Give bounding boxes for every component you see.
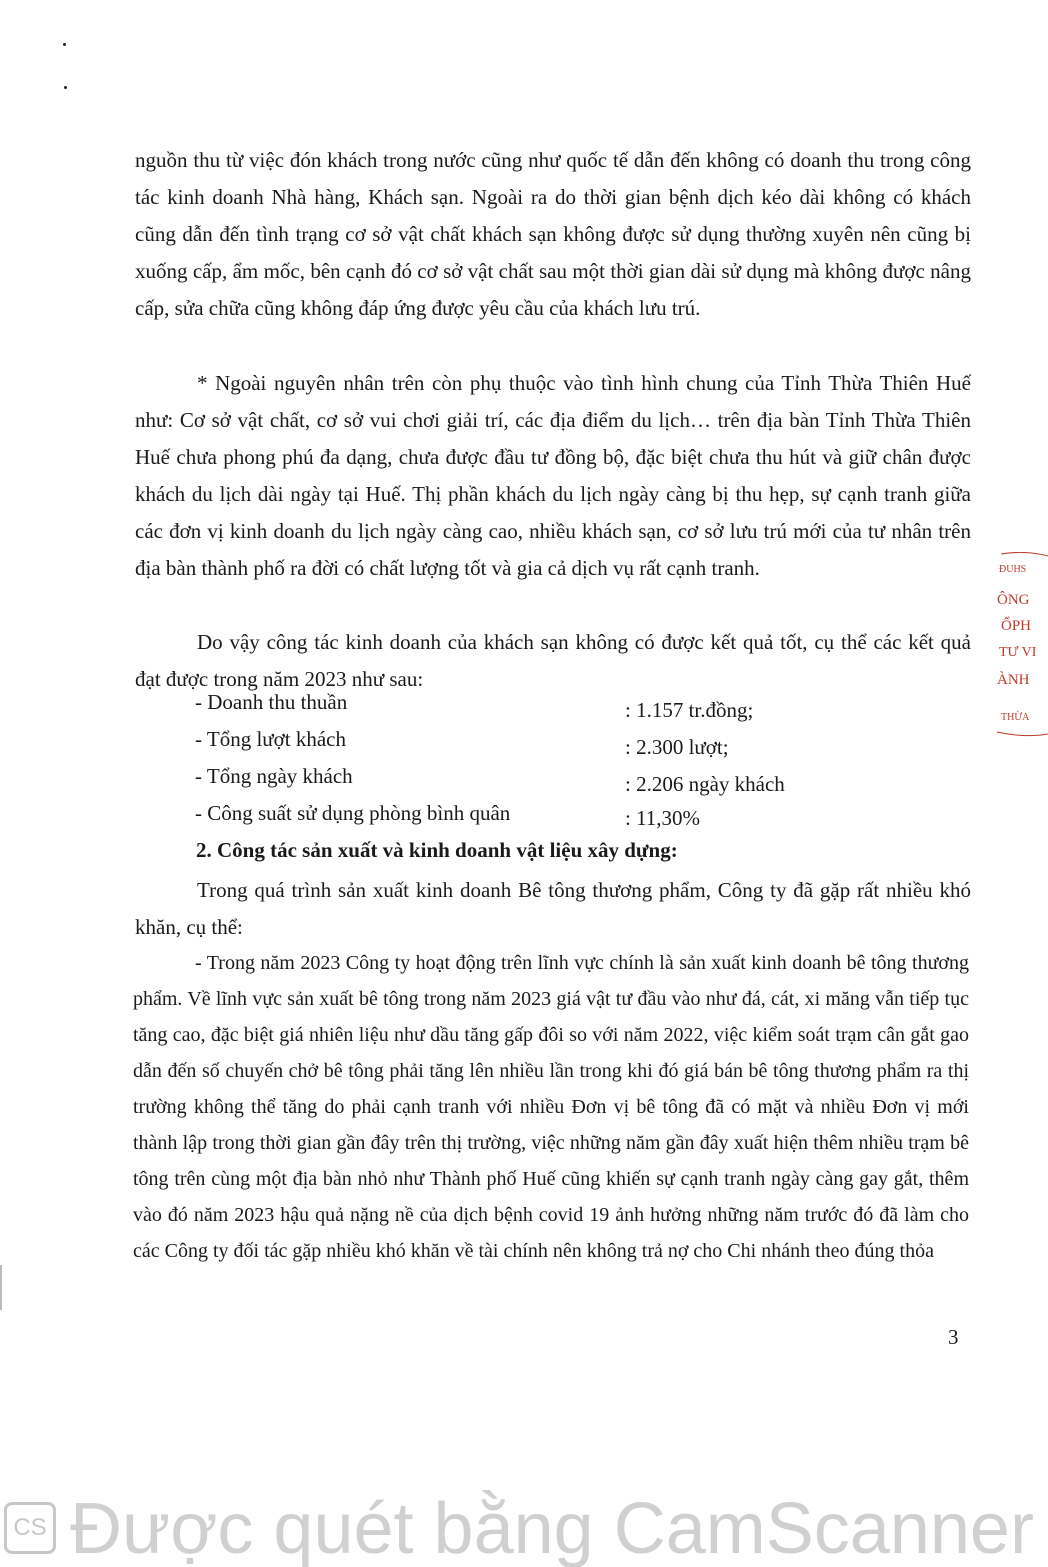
page-number: 3 <box>948 1325 959 1349</box>
scan-edge-mark <box>0 1265 2 1310</box>
section-heading: 2. Công tác sản xuất và kinh doanh vật liệu xây dựng: <box>196 838 678 862</box>
paragraph-results-intro: Do vậy công tác kinh doanh của khách sạn không có được kết quả tốt, cụ thể các kết quả đạt được trong năm 2023 như sau: <box>135 630 971 691</box>
result-value: : 11,30% <box>625 806 701 830</box>
result-value: : 1.157 tr.đồng; <box>625 698 754 722</box>
svg-text:ÔNG: ÔNG <box>997 592 1030 608</box>
watermark-text: Được quét bằng CamScanner <box>70 1490 1034 1567</box>
result-label: - Tổng ngày khách <box>195 764 353 788</box>
svg-text:ỔPH: ỔPH <box>1001 618 1032 634</box>
result-value: : 2.300 lượt; <box>625 735 729 759</box>
svg-text:TƯ VI: TƯ VI <box>999 645 1037 660</box>
result-label: - Doanh thu thuần <box>195 690 348 714</box>
result-label: - Tổng lượt khách <box>195 727 346 751</box>
company-seal-stamp <box>995 552 1048 742</box>
svg-text:THỪA: THỪA <box>1001 712 1030 723</box>
paragraph-hotel-revenue: nguồn thu từ việc đón khách trong nước cũng như quốc tế dẫn đến không có doanh thu trong công tác kinh doanh Nhà hàng, Khách sạn. Ngoài ra do thời gian bệnh dịch kéo dài không có khách cũng dẫn đến tình trạng cơ sở vật chất khách sạn không được sử dụng thường xuyên nên cũng bị xuống cấp, ẩm mốc, bên cạnh đó cơ sở vật chất sau một thời gian dài sử dụng mà không được nâng cấp, sửa chữa cũng không đáp ứng được yêu cầu của khách lưu trú. <box>135 148 971 320</box>
camscanner-logo-icon: CS <box>4 1502 56 1554</box>
scan-speck <box>64 86 67 89</box>
paragraph-concrete-details: - Trong năm 2023 Công ty hoạt động trên lĩnh vực chính là sản xuất kinh doanh bê tông thương phẩm. Về lĩnh vực sản xuất bê tông trong năm 2023 giá vật tư đầu vào như đá, cát, xi măng vẫn tiếp tục tăng cao, đặc biệt giá nhiên liệu như dầu tăng gấp đôi so với năm 2022, việc kiểm soát trạm cân gắt gao dẫn đến số chuyến chở bê tông phải tăng lên nhiều lần trong khi đó giá bán bê tông thương phẩm ra thị trường không thể tăng do phải cạnh tranh với nhiều Đơn vị bê tông đã có mặt và nhiều Đơn vị mới thành lập trong thời gian gần đây trên thị trường, việc những năm gần đây xuất hiện thêm nhiều trạm bê tông trên cùng một địa bàn nhỏ như Thành phố Huế cũng khiến sự cạnh tranh ngày càng gay gắt, thêm vào đó năm 2023 hậu quả nặng nề của dịch bệnh covid 19 ảnh hưởng những năm trước đó đã làm cho các Công ty đối tác gặp nhiều khó khăn về tài chính nên không trả nợ cho Chi nhánh theo đúng thỏa <box>133 952 969 1262</box>
paragraph-concrete-intro: Trong quá trình sản xuất kinh doanh Bê tông thương phẩm, Công ty đã gặp rất nhiều khó khăn, cụ thể: <box>135 878 971 939</box>
result-label: - Công suất sử dụng phòng bình quân <box>195 801 511 825</box>
svg-text:ÀNH: ÀNH <box>997 672 1030 688</box>
scan-speck <box>63 43 66 46</box>
result-value: : 2.206 ngày khách <box>625 772 785 796</box>
svg-text:ĐUHS: ĐUHS <box>999 564 1027 575</box>
camscanner-watermark <box>0 1490 1048 1567</box>
paragraph-hue-context: * Ngoài nguyên nhân trên còn phụ thuộc vào tình hình chung của Tỉnh Thừa Thiên Huế như: Cơ sở vật chất, cơ sở vui chơi giải trí, các địa điểm du lịch… trên địa bàn Tỉnh Thừa Thiên Huế chưa phong phú đa dạng, chưa được đầu tư đồng bộ, đặc biệt chưa thu hút và giữ chân được khách du lịch dài ngày tại Huế. Thị phần khách du lịch ngày càng bị thu hẹp, sự cạnh tranh giữa các đơn vị kinh doanh du lịch ngày càng cao, nhiều khách sạn, cơ sở lưu trú mới của tư nhân trên địa bàn thành phố ra đời có chất lượng tốt và gia cả dịch vụ rất cạnh tranh. <box>135 371 971 580</box>
